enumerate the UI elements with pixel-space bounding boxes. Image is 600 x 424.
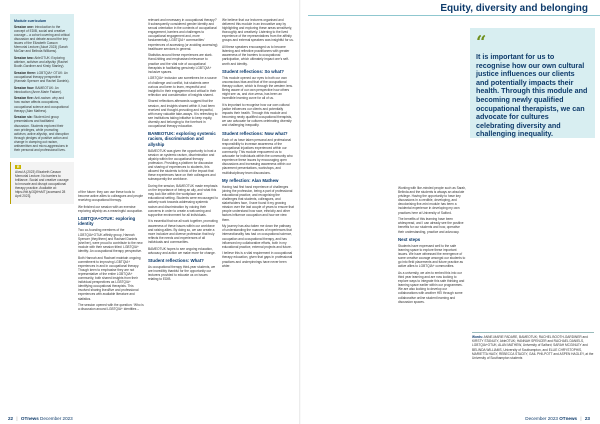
left-col-4 [222,18,294,412]
reference-box [10,162,74,204]
paragraph: We believe that our lecturers organised and delivered this module in an innovative way by highlighting and exploring these areas sensitively, thoroughly and creatively. Listening to the lived experience of the representatives from the affinity groups and external speakers was insightful for us. [222,18,294,43]
pull-quote-text: It is important for us to recognise how our own cultural justice influences our clients and potentially impacts their health. Through this module and becoming newly qualified occupational therapists, we can advocate for cultures celebrating diversity and challenging inequality. [476,52,588,139]
paragraph: of the future: they can use these tools to become active allies to colleagues and people receiving occupational therapy. [78,190,144,203]
magazine-name: OTnews [20,416,39,421]
session-item: Session one: Introduction to the concept of EDIB, social and creative courage – a cohort covering and critical discussion and debate around the key issues of the Elizabeth Casson Memorial Lecture (Alowi 2023) (Sarah McGarr and Belinda Williams). [14,24,70,54]
session-item: Session four: BAMEOTUK: An introduction (Anne-Marie Fadare). [14,85,62,94]
paragraph: Each of us have taken personal and professional responsibility to increase awareness of the occupational injustices experienced within our community. This module empowered us to advocate for individuals within the community who experience these issues by encouraging open discussions and increasing awareness within our placement presentations, workshops, and multidisciplinary team discussions. [222,137,293,175]
quote-mark-icon: “ [476,32,487,53]
module-heading: Module curriculum [14,19,47,23]
paragraph: As occupational therapy third-year students, we are incredibly thankful for the opportunity our lecturers provided to educate us on issues relating to EDIB. [148,264,216,282]
module-curriculum-box [10,14,74,158]
paragraph: Both Hannah and Rachael maintain ongoing commitment to improving LGBTQIA+ experiences in and in occupational therapy. Though keen to emphasise they are not representative of the entire LGBTQIA+ community, both shared insights from their individual perspectives as LGBTQIA+ identifying occupational therapists. This involved sharing lived/live and professional experiences with available literature and statistics. [78,255,141,301]
heading-bameotuk: BAMEOTUK: exploring systemic racism, discrimination and allyship [148,131,216,147]
session-item: Session three: LGBTQIA+ OTUK: An occupational therapy perspective (Hannah Spencer and Rachel Daniels). [14,70,70,83]
pull-quote [470,28,595,138]
heading-next-steps: Next steps [398,236,421,242]
paragraph: It is important to recognise how our own cultural justice influences our clients and potentially impacts their health. Through this module and becoming newly qualified occupational therapists, we can advocate for cultures celebrating diversity and challenging inequality. [222,102,292,128]
paragraph: The benefits of this learning have been widespread, and I can already see the positive benefits for our students and how, operative their understanding, practice and advocacy. [398,217,464,234]
heading-now-what: Student reflections: Now what? [222,130,288,136]
paragraph: All these speakers encouraged us to become listening and reflective practitioners with greater awareness of the barriers to occupational participation, which ultimately impact one’s self-worth and identity. [222,45,290,66]
authors-lead: Words: [472,335,483,339]
left-col-3 [148,18,218,412]
paragraph: Shared reflections afterwards suggest that the session, and insights shared within it, had been received and thought-provoking and impactful, with many valuable take-aways. It is refreshing to see institutions taking initiative to keep equity, diversity and belonging to the forefront in occupational therapy education. [148,99,218,129]
session-item: Session six: Student-led group presentations and facilitated discussion. Students explored their own privileges, while promoting activism, active allyship, and disruption through pledges of positive action and change in clamping out racism, antisemitism and micro-aggressions in their personal and professional lives. [14,115,69,153]
right-page [300,0,600,424]
paragraph: Two co-founding members of the LGBTQIA+OTUK affinity group, Hannah Spencer (they/them) and Rachael Daniels (she/her), were proud to contribute to the new module with their session titled: LGBTQIA+ identity: An occupational therapy perspective. [78,228,143,253]
paragraph: The session opened with the question: ‘Who is a discussion around LGBTQIA+ identities – [78,303,144,312]
authors-credit [472,332,594,360]
session-item: Session five: Anti-racism: why and how racism affects occupations, occupational science and occupational therapy (Alan Mathew). [14,96,69,113]
header-divider [308,15,600,16]
left-col-1 [10,14,74,304]
paragraph: It is essential that we all work together, promoting awareness of these issues within our workforce and raising allies. By doing so, we can create a more inclusive and diverse profession that truly reflects the needs and experiences of all individuals and communities. [148,219,218,244]
heading-alan-mathew: My reflection: Alan Mathew [222,177,279,183]
paragraph: My journey has also taken me down the pathway of understanding the nuances of experiences that intersectionality has had on occupational science, occupation and occupational therapy, and has influenced my collaborative efforts, both in my educational practice, external projects and future. [222,224,292,249]
left-col-2 [78,190,144,410]
reference-text: Alowi A (2023) Elizabeth Casson Memorial Lecture. No barriers to brilliance. Social and creative courage to innovate and disrupt occupational therapy practice. Available at: https://bit.ly/3QtHvMT [accessed 28 April 2023]. [15,169,69,199]
paragraph: LGBTQIA+ inclusion can sometimes be a source of challenge and conflict, but students were curious and keen to learn, respectful and insightful in their engagement and critical in their reflection and consideration of insights shared. [148,76,217,97]
paragraph: Statistics around these experiences are stark. Hand-hitting and emphasised relevance to practice and the vital role of occupational therapists in facilitating genuinely LGBTQIA+ inclusive spaces. [148,53,213,74]
paragraph: BAMEOTUK was given the opportunity to host a session on systemic racism, discrimination and allyship within the occupational therapy profession. Providing a platform for discussion and sharing of experiences to students, this allowed the students to think of the impact that these experiences have on their colleagues and subsequently the workforce. [148,148,217,182]
paragraph: Having had first hand experience of challenges joining the profession, being a part of professional educational practice, and recognising the challenges that students, colleagues, and stakeholders face, I have found it my growing mission over the last couple of years to ensure that people understand how race, ethnicity and other factors influence occupation and how we view them. [222,184,294,222]
left-footer: 22 | OTnews December 2023 [8,416,73,421]
right-footer: December 2023 OTnews | 23 [525,416,590,421]
paragraph: BAMEOTUK hopes to see ongoing education, advocacy and action we make more for change. [148,246,216,255]
heading-student-what: Student reflections: What? [148,257,204,263]
right-col-1 [398,18,466,412]
paragraph: As a university, we aim to embed this into our third year learning and are now looking to explore ways to integrate this safe thinking and learning space earlier within our programmes. We are also looking to develop our collaborations with another HEI through some collaborative online student learning and discussion spaces. [398,270,465,304]
heading-lgbtqia: LGBTQIA+OTUK: exploring identity [78,216,136,227]
paragraph: Working with like-minded people such as Sarah, Belinda and the students is always an absolute privilege. Having the opportunity to have key discussions in a credible, developing, and decolonising five-mini module has been a incidental experience in developing my own practices here at University of Salford. [398,186,466,215]
issue-date: December 2023 [40,416,73,421]
reference-tag: R [17,164,20,169]
paragraph: relevant and necessary in occupational therapy?’ It subsequently considered gender identity and sexual orientation in the contexts of occupational engagement, barriers and challenges to occupational engagement and, more fundamentally, LGBTQIA+ communities’ experiences of accessing (or avoiding accessing) healthcare services in general. [148,18,218,51]
paragraph: During the session, BAMEOTUK made emphasis on the importance of being an ally, and what this may look like within the workplace and educational setting. Students were encouraged to actively work towards addressing systemic racism and discrimination by voicing their concerns in order to create a welcoming and supportive environment for all individuals. [148,184,218,217]
section-title: Equity, diversity and belonging [440,3,588,14]
page-number: 22 [8,416,14,421]
paragraph: This module opened our eyes to both our own unconscious bias and that of the occupational therapy culture, which is through the western lens. Being aware of our own perspective how others might see us, and vice-versa, has been an incredible learning curve for all of us. [222,75,293,101]
issue-date: December 2023 [525,416,558,421]
authors-text: ANNE-MARIE FADARE, BAMEOTUK; RACHEL BOOTH-GARDINER and KIRSTY STANLEY, AbleOTUK; HANNAH SPENCER and RACHAEL DANIELS, LGBTQIA+OTUK; ALAN MATHEW, University of Salford; SARAH MCGINLEY and BELINDA WILLIAMS, University of Southampton, and ELLIE CHRYSTOPHIS, MARIETTA HAGY, REBECCA STACEY, GAIL PHILPOTT and ASPEN HAGLEY, at the University of Southampton students [472,335,594,361]
heading-so-what: Student reflections: So what? [222,68,284,74]
paragraph: We finished our session with an exercise exploring allyship as a meaningful occupation. [78,204,144,213]
magazine-name: OTnews [559,416,578,421]
session-item: Session two: AbleOTUK: Exploring ableism, activism and allyship (Rachel Booth-Gardiner and Kirsty Stanley). [14,55,68,69]
page-number: 23 [584,416,590,421]
paragraph: Students have expressed well to the safe learning space to explore these important issues. We have witnessed the emergence of some creative courage amongst our students to go into fleld placements and future practice as active allies to LGBTQIA+ communities. [398,243,466,269]
paragraph: I believe this is a vital requirement in occupational therapy education, given that gaps in professional practices and underpinnings have never been wider. [222,251,293,268]
